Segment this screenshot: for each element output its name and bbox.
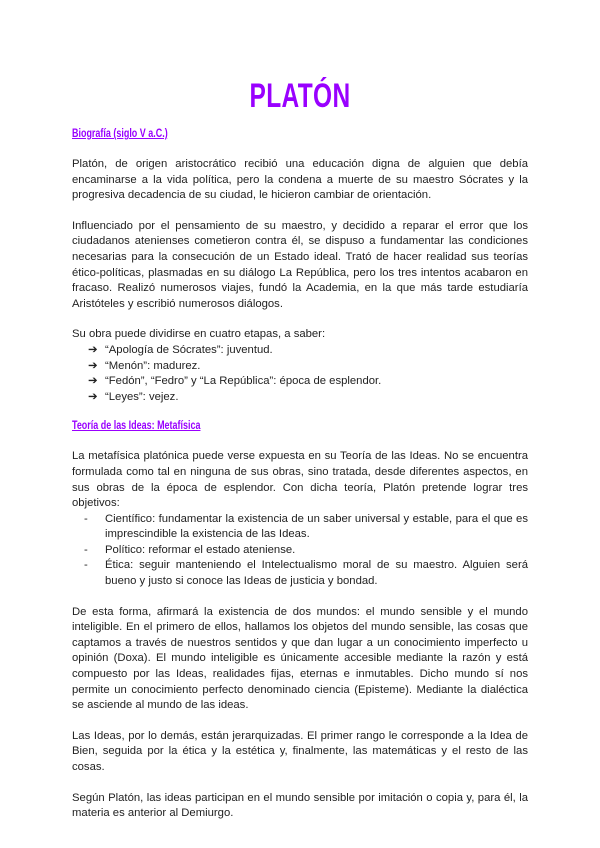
- list-item-text: Político: reformar el estado ateniense.: [105, 543, 296, 556]
- dash-bullet-icon: -: [84, 512, 88, 525]
- page-title: PLATÓN: [249, 77, 351, 115]
- list-item: [72, 512, 528, 543]
- list-item-text: “Leyes”: vejez.: [105, 390, 179, 403]
- list-item: [72, 558, 528, 589]
- paragraph: Las Ideas, por lo demás, están jerarquizadas. El primer rango le corresponde a la Idea de Bien, seguida por la ética y la estética y, finalmente, las matemáticas y el resto de las cosas.: [72, 729, 528, 773]
- list-item: [72, 343, 528, 359]
- arrow-bullet-icon: ➔: [88, 375, 98, 388]
- paragraph: Platón, de origen aristocrático recibió una educación digna de alguien que debía encaminarse a la vida política, pero la condena a muerte de su maestro Sócrates y la progresiva decadencia de su ciudad, le hicieron cambiar de orientación.: [72, 158, 528, 202]
- paragraph: Su obra puede dividirse en cuatro etapas, a saber:: [72, 328, 326, 341]
- objectives-list: [72, 512, 528, 590]
- arrow-bullet-icon: ➔: [88, 359, 98, 372]
- list-item: [72, 390, 528, 406]
- paragraph: Influenciado por el pensamiento de su maestro, y decidido a reparar el error que los ciudadanos atenienses cometieron contra él, se dispuso a fundamentar las condiciones necesarias para la consecución de un Estado ideal. Trató de hacer realidad sus teorías ético-políticas, plasmadas en su diálogo La República, pero los tres intentos acabaron en fracaso. Realizó numerosos viajes, fundó la Academia, en la que más tarde estudiaría Aristóteles y escribió numerosos diálogos.: [72, 219, 528, 310]
- section-heading-biografia: Biografía (siglo V a.C.): [72, 128, 168, 140]
- list-item-text: Ética: seguir manteniendo el Intelectualismo moral de su maestro. Alguien será bueno y justo si conoce las Ideas de justicia y bondad.: [105, 559, 528, 588]
- arrow-bullet-icon: ➔: [88, 390, 98, 403]
- list-item: [72, 374, 528, 390]
- stages-list: [72, 343, 528, 405]
- list-item: [72, 543, 528, 559]
- paragraph: De esta forma, afirmará la existencia de dos mundos: el mundo sensible y el mundo inteligible. En el primero de ellos, hallamos los objetos del mundo sensible, las cosas que captamos a través de nuestros sentidos y que dan lugar a un conocimiento imperfecto u opinión (Doxa). El mundo inteligible es únicamente accesible mediante la razón y está compuesto por las Ideas, realidades fijas, eternas e inmutables. Dicho mundo sí nos permite un conocimiento perfecto denominado ciencia (Episteme). Mediante la dialéctica se asciende al mundo de las ideas.: [72, 605, 528, 712]
- section-heading-metafisica: Teoría de las Ideas: Metafísica: [72, 420, 201, 433]
- list-item: [72, 359, 528, 375]
- paragraph: Según Platón, las ideas participan en el mundo sensible por imitación o copia y, para él, la materia es anterior al Demiurgo.: [72, 791, 528, 820]
- list-item-text: “Apología de Sócrates”: juventud.: [105, 343, 273, 356]
- list-item-text: “Fedón”, “Fedro” y “La República”: época de esplendor.: [105, 375, 382, 388]
- paragraph: La metafísica platónica puede verse expuesta en su Teoría de las Ideas. No se encuentra formulada como tal en ninguna de sus obras, sino tratada, desde diferentes aspectos, en sus obras de la época de esplendor. Con dicha teoría, Platón pretende lograr tres objetivos:: [72, 450, 528, 510]
- dash-bullet-icon: -: [84, 543, 88, 556]
- list-item-text: “Menón”: madurez.: [105, 359, 201, 372]
- list-item-text: Científico: fundamentar la existencia de un saber universal y estable, para el que es imprescindible la existencia de las Ideas.: [105, 512, 528, 541]
- dash-bullet-icon: -: [84, 559, 88, 572]
- arrow-bullet-icon: ➔: [88, 343, 98, 356]
